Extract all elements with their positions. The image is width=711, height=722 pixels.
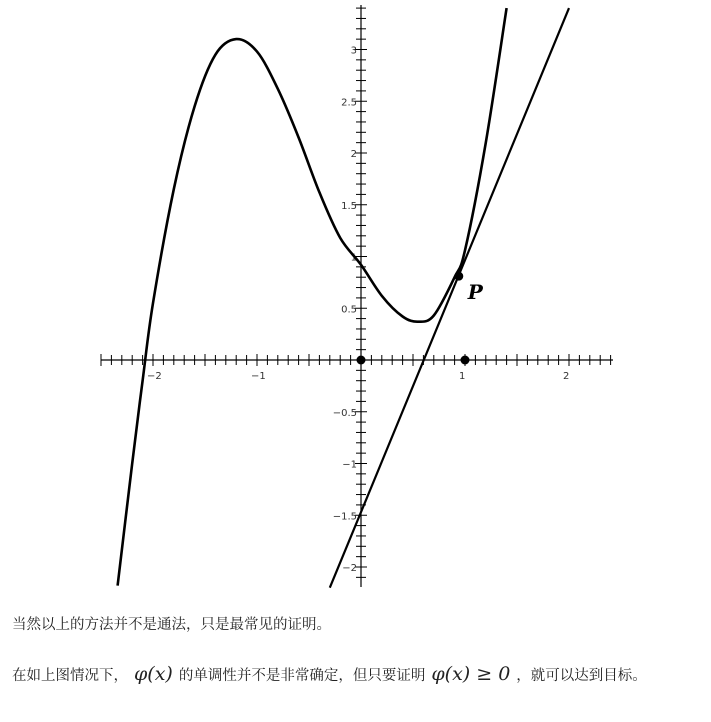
y-tick-label: −1 — [342, 459, 357, 471]
y-tick-label: 2 — [350, 149, 357, 160]
y-tick-label: 2.5 — [341, 97, 357, 109]
x-tick-label: 2 — [563, 371, 570, 382]
curve-series — [118, 8, 507, 586]
math-phi-x: φ(x) — [134, 663, 173, 685]
paragraph-1-text: 当然以上的方法并不是通法，只是最常见的证明。 — [12, 617, 331, 633]
x-tick-label: −1 — [251, 371, 266, 382]
y-tick-label: 1.5 — [341, 200, 357, 212]
point-p — [454, 272, 463, 281]
x-tick-label: −2 — [147, 371, 162, 382]
paragraph-2 — [12, 660, 702, 689]
y-tick-label: −1.5 — [332, 511, 357, 523]
y-tick-label: 1 — [350, 252, 357, 264]
axis-point — [357, 356, 366, 365]
math-phi-x-geq-zero: φ(x) ≥ 0 — [431, 663, 511, 685]
y-tick-label: 0.5 — [341, 304, 357, 316]
y-tick-label: −0.5 — [332, 407, 357, 419]
paragraph-1 — [12, 614, 702, 636]
x-tick-label: 1 — [459, 371, 466, 382]
y-tick-label: 3 — [350, 45, 357, 57]
paragraph-2-end: ，就可以达到目标。 — [516, 668, 647, 684]
y-tick-label: −2 — [342, 563, 357, 574]
point-label: P — [467, 280, 483, 305]
paragraph-2-middle: 的单调性并不是非常确定，但只要证明 — [178, 668, 426, 684]
paragraph-2-lead: 在如上图情况下， — [12, 668, 128, 684]
axis-point — [461, 356, 470, 365]
